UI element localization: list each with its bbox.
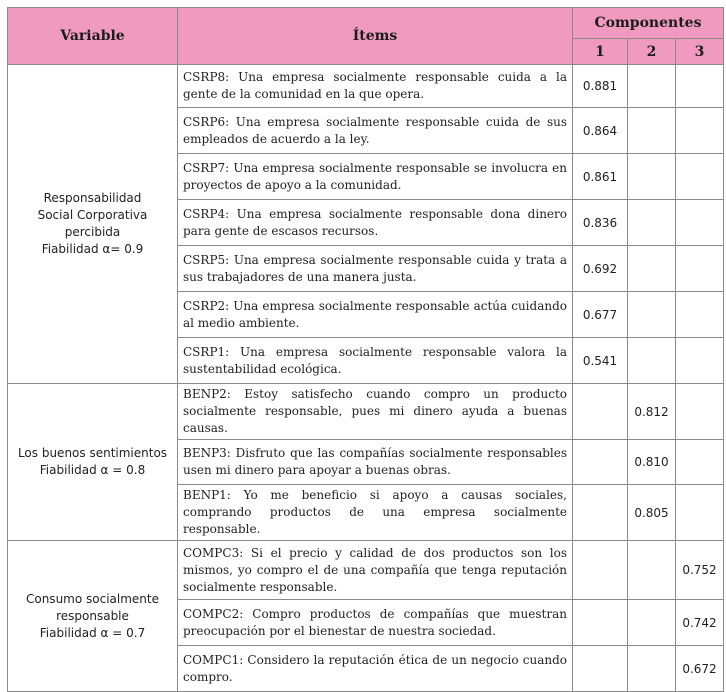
loading-value — [628, 338, 676, 384]
item-text: CSRP4: Una empresa socialmente responsable dona dinero para gente de escasos recursos. — [178, 200, 573, 246]
item-text: CSRP5: Una empresa socialmente responsable cuida y trata a sus trabajadores de una manera justa. — [178, 246, 573, 292]
loading-value — [676, 485, 724, 541]
item-text: CSRP7: Una empresa socialmente responsable se involucra en proyectos de apoyo a la comunidad. — [178, 154, 573, 200]
loading-value — [573, 440, 628, 485]
variable-line: Social Corporativa — [37, 208, 148, 222]
header-component-3: 3 — [676, 39, 724, 65]
loading-value — [628, 541, 676, 600]
item-text: CSRP1: Una empresa socialmente responsable valora la sustentabilidad ecológica. — [178, 338, 573, 384]
loading-value — [628, 646, 676, 692]
header-component-1: 1 — [573, 39, 628, 65]
loading-value — [573, 384, 628, 440]
item-text: COMPC3: Si el precio y calidad de dos productos son los mismos, yo compro el de una compañía que tenga reputación socialmente responsable. — [178, 541, 573, 600]
item-text: CSRP6: Una empresa socialmente responsable cuida de sus empleados de acuerdo a la ley. — [178, 108, 573, 154]
loading-value: 0.810 — [628, 440, 676, 485]
variable-line: Consumo socialmente — [25, 591, 159, 606]
variable-cell — [8, 384, 178, 541]
header-variable: Variable — [8, 8, 178, 65]
header-items: Ítems — [178, 8, 573, 65]
loading-value: 0.752 — [676, 541, 724, 600]
item-text: BENP3: Disfruto que las compañías socialmente responsables usen mi dinero para apoyar a buenas obras. — [178, 440, 573, 485]
loading-value — [628, 292, 676, 338]
loading-value — [676, 154, 724, 200]
header-component-2: 2 — [628, 39, 676, 65]
factor-loadings-table — [7, 7, 724, 692]
loading-value — [628, 200, 676, 246]
loading-value — [573, 541, 628, 600]
header-components: Componentes — [573, 8, 724, 39]
variable-line: percibida — [64, 225, 121, 239]
loading-value: 0.805 — [628, 485, 676, 541]
loading-value — [676, 384, 724, 440]
loading-value: 0.861 — [573, 154, 628, 200]
loading-value: 0.812 — [628, 384, 676, 440]
loading-value — [676, 108, 724, 154]
loading-value — [676, 440, 724, 485]
loading-value: 0.881 — [573, 65, 628, 108]
loading-value — [573, 485, 628, 541]
variable-line: Fiabilidad α = 0.7 — [39, 625, 146, 640]
loading-value — [676, 338, 724, 384]
item-text: CSRP8: Una empresa socialmente responsable cuida a la gente de la comunidad en la que opera. — [178, 65, 573, 108]
variable-line: responsable — [56, 608, 129, 623]
item-text: COMPC1: Considero la reputación ética de un negocio cuando compro. — [178, 646, 573, 692]
item-text: BENP1: Yo me beneficio si apoyo a causas sociales, comprando productos de una empresa socialmente responsable. — [178, 485, 573, 541]
loading-value — [628, 154, 676, 200]
loading-value — [628, 108, 676, 154]
variable-line: Fiabilidad α= 0.9 — [41, 242, 144, 256]
loading-value — [676, 246, 724, 292]
variable-cell — [8, 65, 178, 384]
loading-value — [573, 600, 628, 646]
variable-cell — [8, 541, 178, 692]
table-row — [8, 541, 724, 600]
table-row — [8, 384, 724, 440]
variable-line: Responsabilidad — [43, 191, 142, 205]
loading-value: 0.677 — [573, 292, 628, 338]
loading-value: 0.672 — [676, 646, 724, 692]
item-text: BENP2: Estoy satisfecho cuando compro un producto socialmente responsable, pues mi dinero ayuda a buenas causas. — [178, 384, 573, 440]
loading-value — [628, 246, 676, 292]
loading-value: 0.541 — [573, 338, 628, 384]
loading-value: 0.742 — [676, 600, 724, 646]
variable-line: Los buenos sentimientos — [17, 446, 168, 460]
item-text: COMPC2: Compro productos de compañías que muestran preocupación por el bienestar de nuestra sociedad. — [178, 600, 573, 646]
loading-value — [676, 65, 724, 108]
loading-value — [676, 200, 724, 246]
loading-value — [628, 65, 676, 108]
item-text: CSRP2: Una empresa socialmente responsable actúa cuidando al medio ambiente. — [178, 292, 573, 338]
loading-value — [676, 292, 724, 338]
variable-line: Fiabilidad α = 0.8 — [39, 463, 146, 477]
table-row — [8, 65, 724, 108]
loading-value — [628, 600, 676, 646]
loading-value: 0.836 — [573, 200, 628, 246]
loading-value: 0.864 — [573, 108, 628, 154]
loading-value: 0.692 — [573, 246, 628, 292]
loading-value — [573, 646, 628, 692]
